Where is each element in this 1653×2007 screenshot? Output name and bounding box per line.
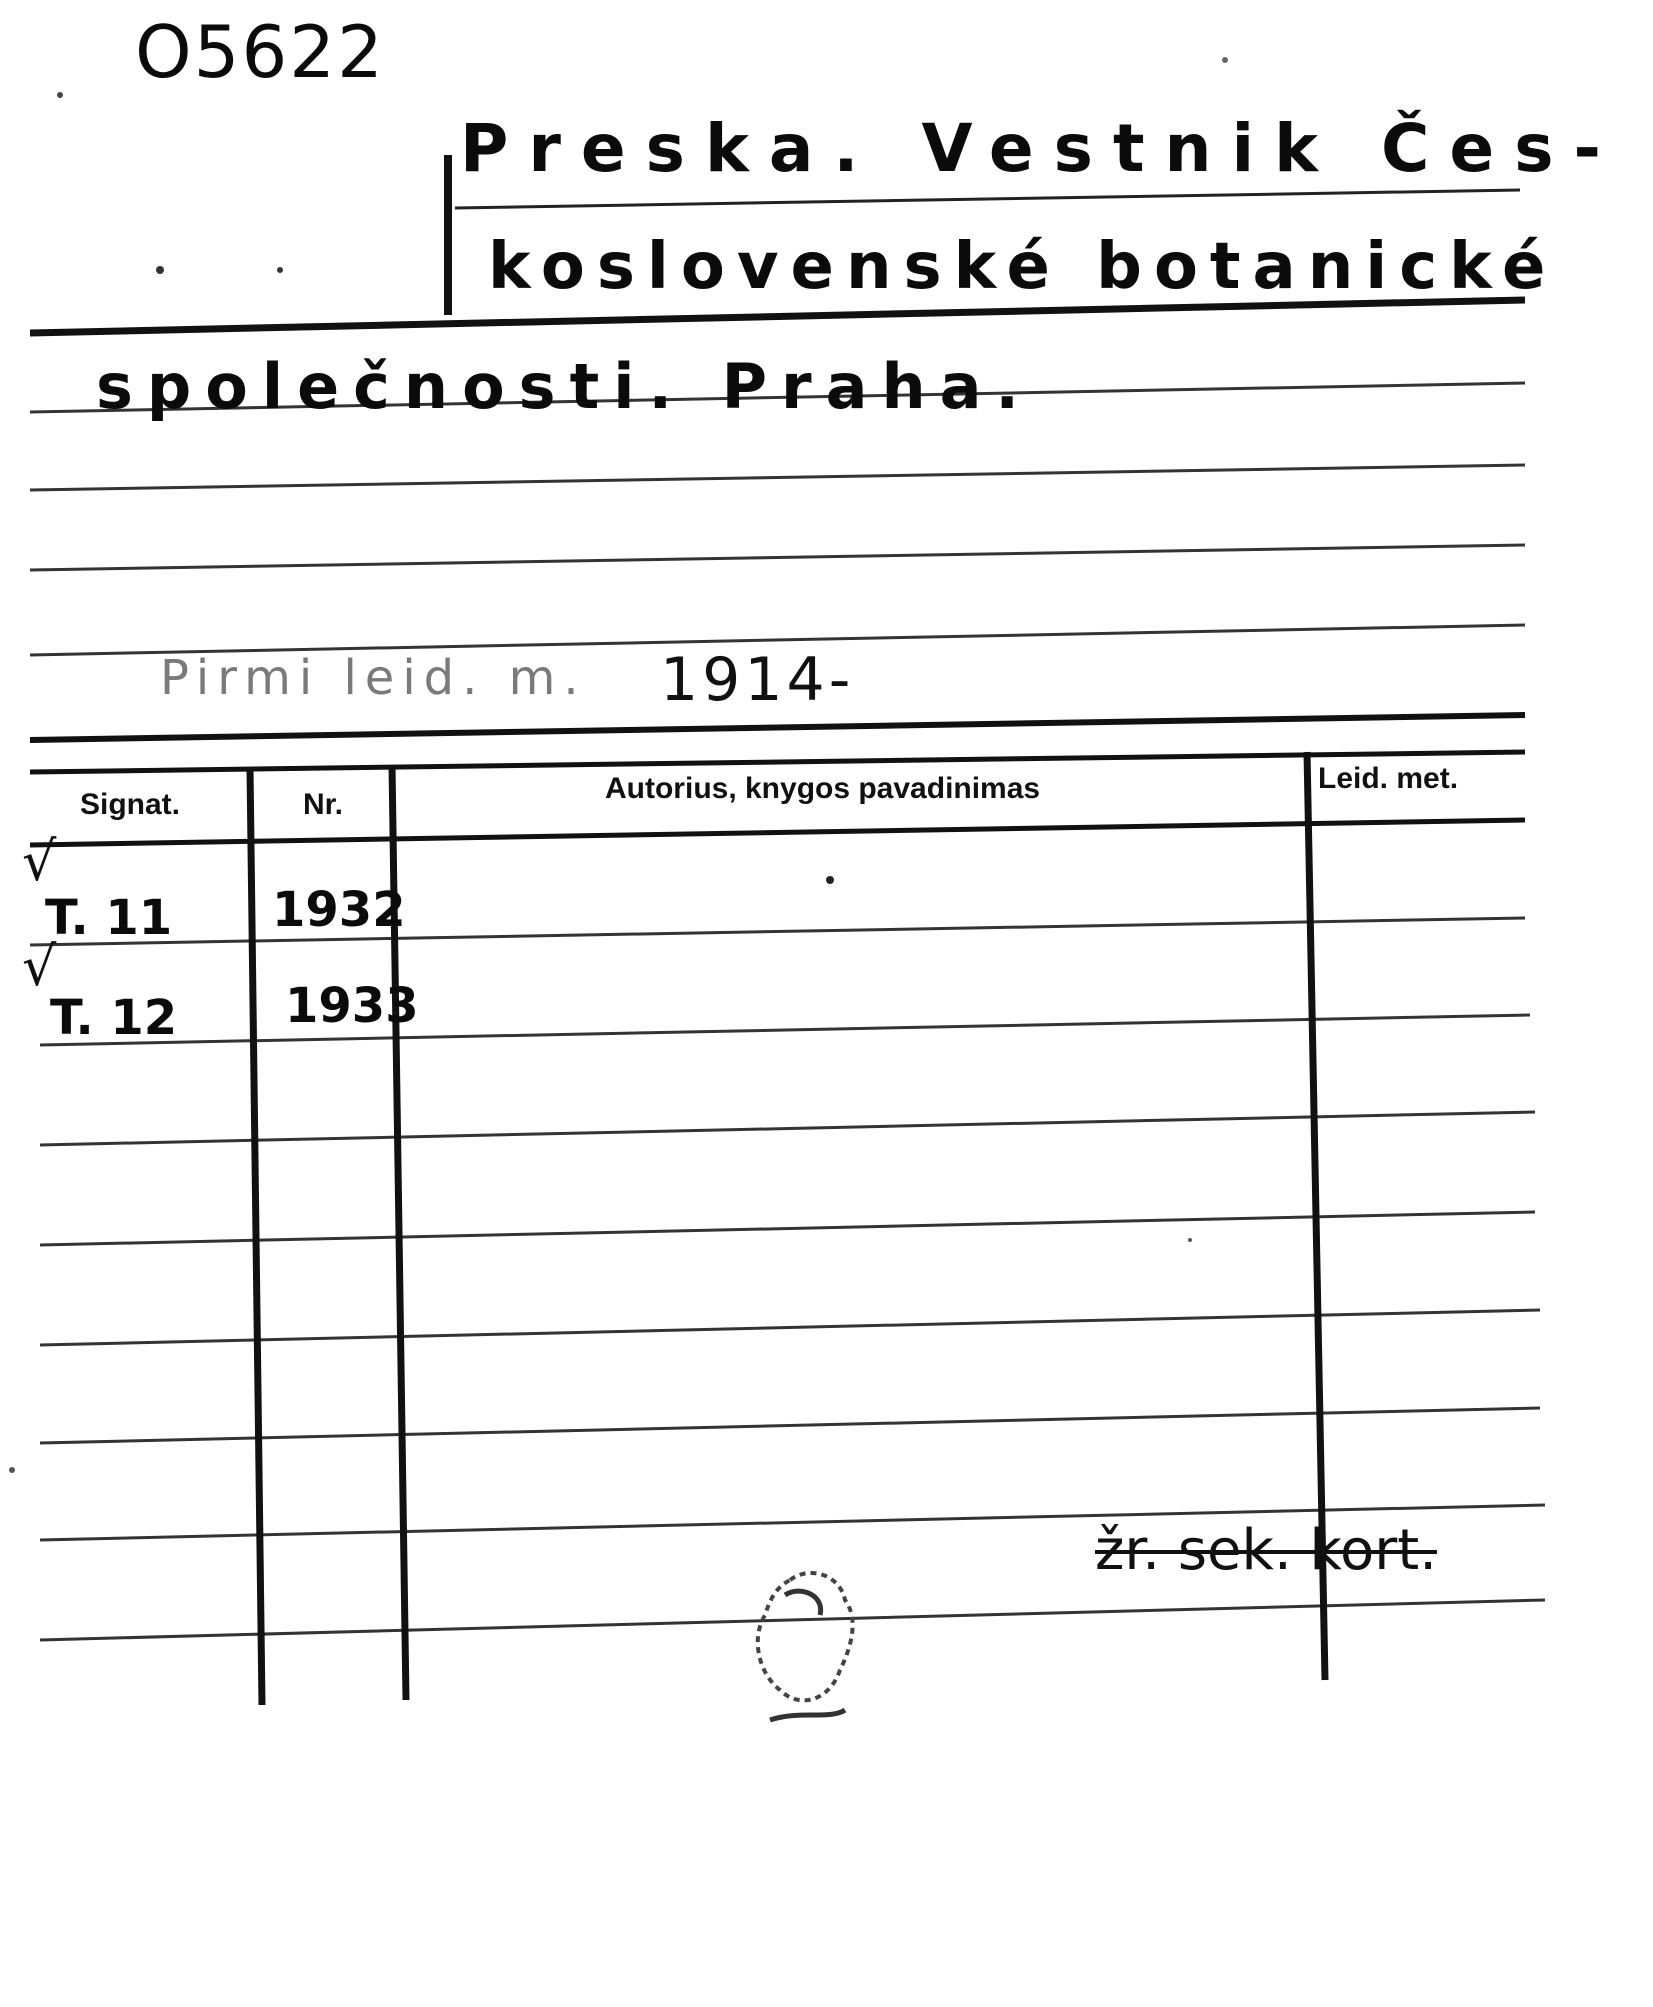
- row-2-signat: T. 12: [50, 990, 178, 1046]
- col-divider-1: [250, 768, 262, 1705]
- first-published-year: 1914-: [660, 645, 855, 715]
- rule-3: [30, 545, 1525, 570]
- check-mark-icon: √: [22, 935, 57, 998]
- row-rule: [40, 1408, 1540, 1443]
- row-2-nr: 1933: [285, 978, 419, 1034]
- title-line-1-text: Preska. Vestnik Čes-: [460, 110, 1621, 187]
- heavy-rule-2: [30, 715, 1525, 740]
- header-author-title: Autorius, knygos pavadinimas: [605, 772, 1041, 805]
- title-line-3-text: společnosti. Praha.: [96, 350, 1033, 423]
- rule-2: [30, 465, 1525, 490]
- row-1-nr: 1932: [272, 882, 406, 938]
- check-mark-icon: √: [22, 830, 57, 893]
- first-published-label: Pirmi leid. m.: [160, 650, 587, 706]
- catalog-number: O5622: [135, 10, 385, 94]
- header-nr: Nr.: [303, 788, 344, 821]
- title-line-2-text: koslovenské botanické: [488, 230, 1558, 304]
- row-rule: [40, 1212, 1535, 1245]
- title-line-1: [455, 190, 1520, 208]
- row-1-signat: T. 11: [45, 890, 173, 946]
- header-signat: Signat.: [80, 788, 181, 821]
- see-next-card-note: žr. sek. kort.: [1095, 1518, 1438, 1583]
- header-publication-year: Leid. met.: [1318, 762, 1459, 795]
- heavy-rule: [30, 300, 1525, 333]
- ink-smudge-mark: [730, 1560, 880, 1740]
- table-top: [30, 752, 1525, 772]
- row-rule: [40, 1015, 1530, 1045]
